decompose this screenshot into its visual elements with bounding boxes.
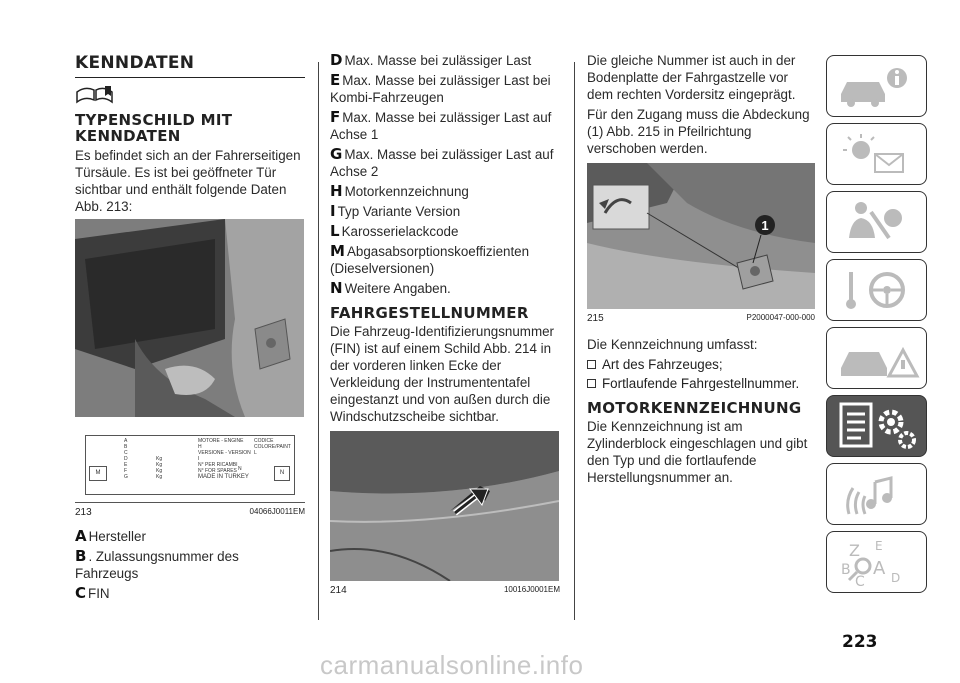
item-key: H bbox=[330, 182, 343, 200]
tab-car-info[interactable] bbox=[826, 55, 927, 117]
item-text: Motorkennzeichnung bbox=[344, 184, 469, 199]
fig-213-number: 213 bbox=[75, 507, 92, 518]
index-letter-c: C bbox=[855, 574, 865, 590]
id-plate-figure bbox=[75, 425, 304, 500]
title-rule bbox=[75, 77, 305, 78]
para-abdeckung: Für den Zugang muss die Abdeckung (1) Abb. 215 in Pfeilrichtung verschoben werden. bbox=[587, 107, 810, 156]
tab-steering-start[interactable] bbox=[826, 259, 927, 321]
item-key: L bbox=[330, 222, 340, 240]
item-text: Weitere Angaben. bbox=[344, 281, 451, 296]
steering-start-icon bbox=[827, 260, 926, 320]
list-item bbox=[330, 109, 560, 143]
index-letter-z: Z bbox=[849, 541, 860, 560]
section-title-typenschild: TYPENSCHILD MIT KENNDATEN bbox=[75, 111, 233, 145]
maintenance-icon bbox=[827, 396, 926, 456]
callout-1: 1 bbox=[761, 218, 769, 233]
plate-row-b: B bbox=[124, 444, 128, 450]
list-intro: Die Kennzeichnung umfasst: bbox=[587, 337, 758, 352]
figure-213-photo bbox=[75, 219, 304, 417]
index-letter-e: E bbox=[875, 539, 883, 553]
plate-row-d: D bbox=[124, 456, 128, 462]
item-key: G bbox=[330, 145, 343, 163]
plate-row-e: E bbox=[124, 462, 128, 468]
plate-row-a: A bbox=[124, 438, 128, 444]
item-text: . Zulassungsnummer des Fahrzeugs bbox=[75, 549, 239, 581]
plate-kg-2: Kg bbox=[156, 462, 163, 468]
chapter-tabs bbox=[826, 55, 926, 599]
plate-mid-4: I bbox=[198, 456, 200, 462]
column-divider-1 bbox=[318, 62, 319, 620]
fig-214-code: 10016J0001EM bbox=[503, 585, 560, 594]
item-key: A bbox=[75, 527, 87, 545]
plate-right-2: L bbox=[254, 450, 257, 456]
windshield-illustration bbox=[330, 431, 559, 581]
floor-cover-illustration bbox=[587, 163, 815, 309]
fig-215-number: 215 bbox=[587, 313, 604, 324]
tab-airbag-safety[interactable] bbox=[826, 191, 927, 253]
fig-214-caption bbox=[330, 581, 560, 596]
item-text: Max. Masse bei zulässiger Last bei Kombi-Fahrzeugen bbox=[330, 73, 551, 105]
plate-right bbox=[254, 438, 294, 456]
plate-row-f: F bbox=[124, 468, 128, 474]
column-3 bbox=[587, 52, 815, 489]
para-bodenplatte: Die gleiche Nummer ist auch in der Bodenplatte der Fahrgastzelle vor dem rechten Vordersitz eingeprägt. bbox=[587, 53, 796, 102]
fig-215-caption bbox=[587, 309, 815, 324]
bullet-text: Art des Fahrzeuges; bbox=[602, 357, 723, 372]
bullet-square-icon bbox=[587, 379, 596, 388]
fig-215-code: P2000047-000-000 bbox=[746, 313, 815, 322]
list-item bbox=[330, 183, 560, 200]
item-text: Abgasabsorptionskoeffizienten (Dieselversionen) bbox=[330, 244, 530, 276]
bullet-square-icon bbox=[587, 360, 596, 369]
item-text: Typ Variante Version bbox=[337, 204, 461, 219]
plate-row-g: G bbox=[124, 474, 128, 480]
plate-kg-1: Kg bbox=[156, 456, 163, 462]
item-key: I bbox=[330, 202, 336, 220]
list-item bbox=[330, 52, 560, 69]
item-text: Max. Masse bei zulässiger Last auf Achse 1 bbox=[330, 110, 552, 142]
plate-right-1: CODICE COLORE/PAINT bbox=[254, 438, 291, 450]
index-letter-a: A bbox=[873, 558, 886, 579]
item-key: D bbox=[330, 51, 343, 69]
chapter-title: KENNDATEN bbox=[75, 53, 195, 73]
multimedia-icon bbox=[827, 464, 926, 524]
plate-n: N bbox=[238, 466, 242, 472]
section-title-fahrgestellnummer: FAHRGESTELLNUMMER bbox=[330, 304, 529, 322]
item-key: F bbox=[330, 108, 341, 126]
plate-kg bbox=[156, 456, 162, 480]
fahrgestell-paragraph: Die Fahrzeug-Identifizierungsnummer (FIN) ist auf einem Schild Abb. 214 in der vorderen linken Ecke der Verkleidung der Instrumententafel eingestanzt und von außen durch die Windschutzscheibe sichtbar. bbox=[330, 324, 555, 424]
list-item bbox=[330, 72, 560, 106]
plate-n-box: N bbox=[274, 466, 290, 481]
list-item bbox=[587, 356, 815, 373]
plate-kg-4: Kg bbox=[156, 474, 163, 480]
item-key: B bbox=[75, 547, 87, 565]
airbag-safety-icon bbox=[827, 192, 926, 252]
item-key: C bbox=[75, 584, 87, 602]
list-item bbox=[330, 243, 560, 277]
fig-214-number: 214 bbox=[330, 585, 347, 596]
tab-warning-lights[interactable] bbox=[826, 123, 927, 185]
item-text: Max. Masse bei zulässiger Last bbox=[344, 53, 532, 68]
warning-lights-icon bbox=[827, 124, 926, 184]
list-item bbox=[75, 548, 305, 582]
item-text: Karosserielackcode bbox=[341, 224, 459, 239]
car-info-icon bbox=[827, 56, 926, 116]
plate-mid-5: N° PER RICAMBI bbox=[198, 462, 238, 468]
plate-mid-6: N° FOR SPARES bbox=[198, 468, 237, 474]
plate-mid bbox=[198, 438, 251, 480]
tab-maintenance[interactable] bbox=[826, 395, 927, 457]
section-title-motorkennzeichnung: MOTORKENNZEICHNUNG bbox=[587, 399, 802, 417]
key-list-a-c bbox=[75, 528, 305, 602]
plate-mid-7: MADE IN TURKEY bbox=[198, 474, 249, 480]
intro-paragraph: Es befindet sich an der Fahrerseitigen Türsäule. Es ist bei geöffneter Tür sichtbar und enthält folgende Daten Abb. 213: bbox=[75, 148, 301, 214]
plate-m-box: M bbox=[89, 466, 107, 481]
fig-213-caption bbox=[75, 503, 305, 518]
id-plate bbox=[85, 435, 295, 495]
index-letter-d: D bbox=[891, 571, 901, 585]
page-number: 223 bbox=[842, 632, 878, 652]
column-1 bbox=[75, 55, 305, 605]
door-pillar-illustration bbox=[75, 219, 304, 417]
item-text: Hersteller bbox=[88, 529, 146, 544]
index-letter-b: B bbox=[841, 562, 851, 578]
book-icon bbox=[75, 84, 305, 108]
figure-214-photo bbox=[330, 431, 559, 581]
plate-mid-1: MOTORE - ENGINE bbox=[198, 438, 244, 444]
item-text: FIN bbox=[88, 586, 110, 601]
column-divider-2 bbox=[574, 62, 575, 620]
figure-215-photo bbox=[587, 163, 815, 309]
bullet-text: Fortlaufende Fahrgestellnummer. bbox=[602, 376, 800, 391]
list-item bbox=[330, 280, 560, 297]
list-item bbox=[330, 223, 560, 240]
list-item bbox=[587, 375, 815, 392]
item-key: N bbox=[330, 279, 343, 297]
list-item bbox=[75, 585, 305, 602]
tab-multimedia[interactable] bbox=[826, 463, 927, 525]
item-key: M bbox=[330, 242, 345, 260]
tab-emergency[interactable] bbox=[826, 327, 927, 389]
plate-mid-3: VERSIONE - VERSION bbox=[198, 450, 251, 456]
column-2 bbox=[330, 52, 560, 596]
list-item bbox=[330, 203, 560, 220]
item-text: Max. Masse bei zulässiger Last auf Achse 2 bbox=[330, 147, 554, 179]
plate-mid-2: H bbox=[198, 444, 202, 450]
emergency-icon bbox=[827, 328, 926, 388]
plate-kg-3: Kg bbox=[156, 468, 163, 474]
list-item bbox=[75, 528, 305, 545]
plate-row-c: C bbox=[124, 450, 128, 456]
motor-paragraph: Die Kennzeichnung ist am Zylinderblock eingeschlagen und gibt den Typ und die fortlaufende Herstellungsnummer an. bbox=[587, 419, 808, 485]
item-key: E bbox=[330, 71, 341, 89]
plate-letters bbox=[124, 438, 128, 480]
fig-213-code: 04066J0011EM bbox=[249, 507, 305, 516]
list-item bbox=[330, 146, 560, 180]
index-icon bbox=[827, 532, 926, 592]
tab-index[interactable] bbox=[826, 531, 927, 593]
watermark: carmanualsonline.info bbox=[320, 650, 584, 680]
